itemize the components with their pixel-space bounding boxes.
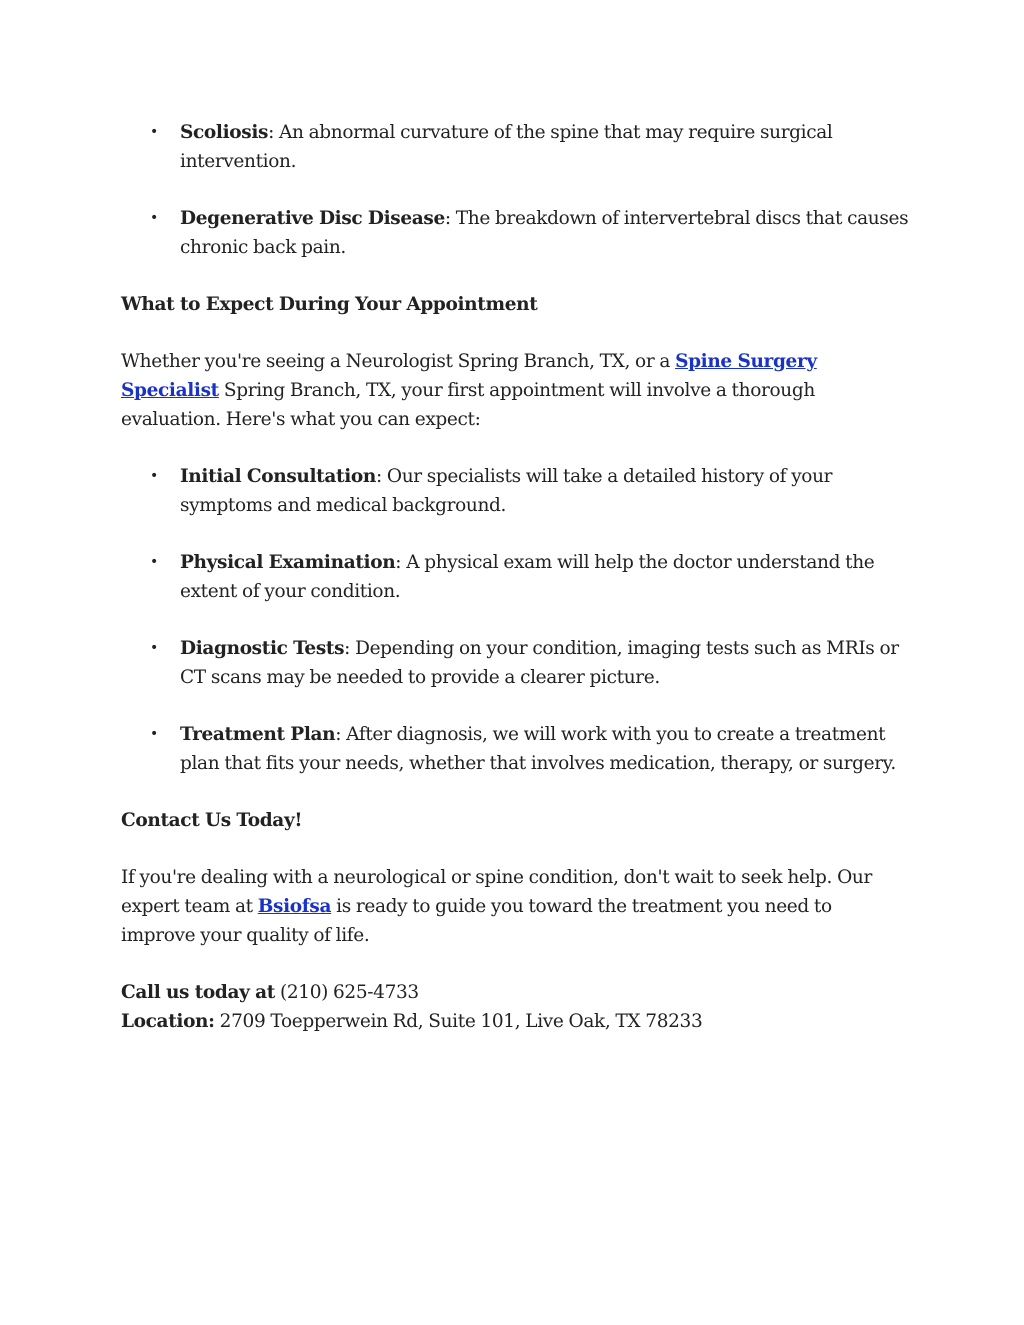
section-heading-expect [121, 290, 911, 319]
list-item-term: Diagnostic Tests [180, 638, 345, 659]
list-item-text: : After diagnosis, we will work with you to create a treatment plan that fits your needs, whether that involves medication, therapy, or surgery. [180, 724, 896, 774]
list-item [121, 204, 911, 262]
phone-label: Call us today at [121, 982, 275, 1003]
heading-text: Contact Us Today! [121, 810, 303, 831]
intro-text-after: Spring Branch, TX, your first appointment will involve a thorough evaluation. Here's what you can expect: [121, 380, 815, 430]
list-item [121, 548, 911, 606]
list-item-term: Treatment Plan [180, 724, 336, 745]
list-item-text: : An abnormal curvature of the spine that may require surgical intervention. [180, 122, 833, 172]
list-item-term: Degenerative Disc Disease [180, 208, 445, 229]
intro-text-before: Whether you're seeing a Neurologist Spring Branch, TX, or a [121, 351, 676, 372]
list-item-text: : A physical exam will help the doctor understand the extent of your condition. [180, 552, 875, 602]
phone-line [121, 978, 911, 1007]
phone-number: (210) 625-4733 [274, 982, 419, 1003]
list-item [121, 462, 911, 520]
list-item-term: Physical Examination [180, 552, 396, 573]
spine-surgery-specialist-link[interactable]: Spine Surgery Specialist [121, 351, 817, 401]
heading-text: What to Expect During Your Appointment [121, 294, 538, 315]
list-item-text: : The breakdown of intervertebral discs that causes chronic back pain. [180, 208, 909, 258]
list-item [121, 720, 911, 778]
contact-details [121, 978, 911, 1036]
contact-text-after: is ready to guide you toward the treatment you need to improve your quality of life. [121, 896, 832, 946]
expect-intro-paragraph [121, 347, 911, 434]
list-item [121, 118, 911, 176]
document-body [121, 118, 911, 1036]
address-text: 2709 Toepperwein Rd, Suite 101, Live Oak, TX 78233 [214, 1011, 703, 1032]
bsiofsa-link[interactable]: Bsiofsa [257, 896, 332, 917]
list-item [121, 634, 911, 692]
appointment-steps-list [121, 462, 911, 778]
list-item-text: : Our specialists will take a detailed history of your symptoms and medical background. [180, 466, 833, 516]
contact-text-before: If you're dealing with a neurological or spine condition, don't wait to seek help. Our expert team at [121, 867, 872, 917]
section-heading-contact [121, 806, 911, 835]
conditions-list [121, 118, 911, 262]
contact-paragraph [121, 863, 911, 950]
location-line [121, 1007, 911, 1036]
location-label: Location: [121, 1011, 215, 1032]
list-item-term: Scoliosis [180, 122, 269, 143]
list-item-text: : Depending on your condition, imaging tests such as MRIs or CT scans may be needed to provide a clearer picture. [180, 638, 899, 688]
list-item-term: Initial Consultation [180, 466, 376, 487]
